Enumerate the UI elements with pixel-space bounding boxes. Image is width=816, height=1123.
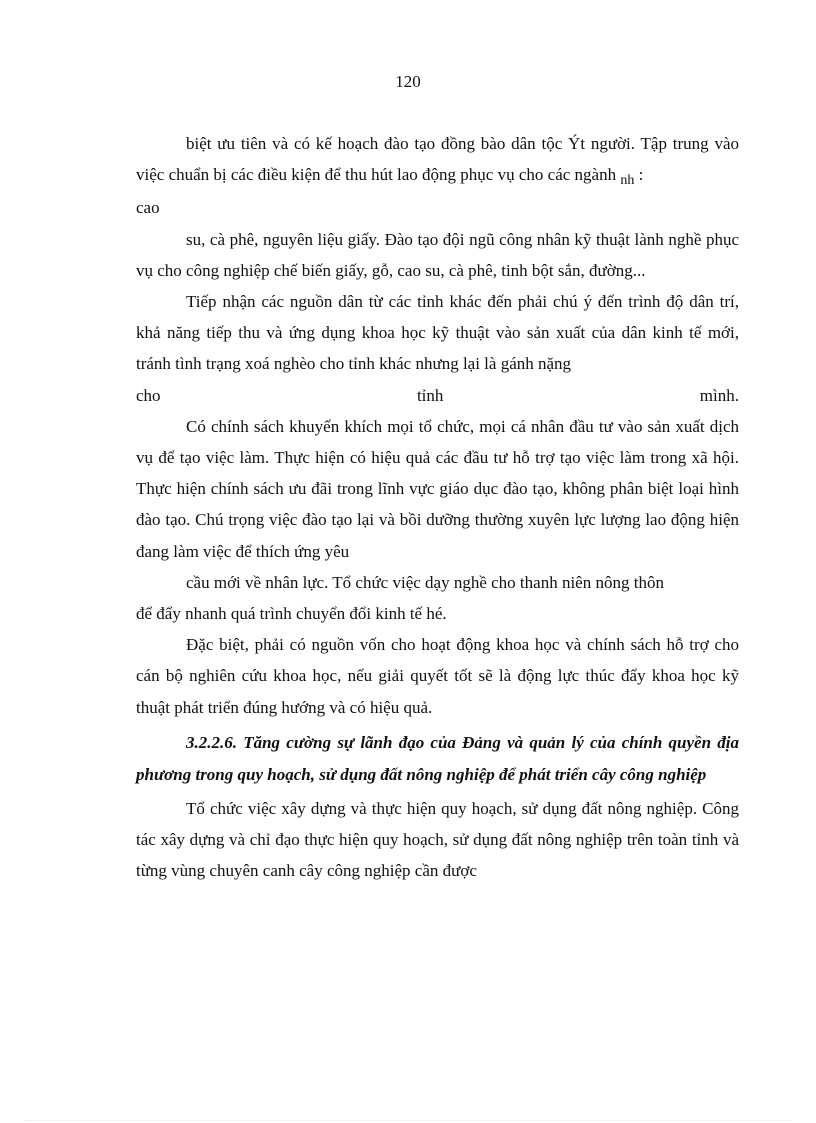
paragraph-1-colon: : [638,165,644,185]
document-body [136,128,739,886]
paragraph-4: Có chính sách khuyến khích mọi tổ chức, mọi cá nhân đầu tư vào sản xuất dịch vụ để tạo việc làm. Thực hiện có hiệu quả các đầu tư hỗ trợ tạo việc làm trong xã hội. Thực hiện chính sách ưu đãi trong lĩnh vực giáo dục đào tạo, không phân biệt loại hình đào tạo. Chú trọng việc đào tạo lại và bồi dưỡng thường xuyên lực lượng lao động hiện đang làm việc để thích ứng yêu [136,416,739,561]
paragraph-2: su, cà phê, nguyên liệu giấy. Đào tạo đội ngũ công nhân kỹ thuật lành nghề phục vụ cho công nghiệp chế biến giấy, gỗ, cao su, cà phê, tinh bột sắn, đường... [136,229,739,280]
paragraph-3-last-line: cho tỉnh mình. [136,385,739,405]
paragraph-3: Tiếp nhận các nguồn dân từ các tỉnh khác đến phải chú ý đến trình độ dân trí, khả năng tiếp thu và ứng dụng khoa học kỹ thuật vào sản xuất của dân kinh tế mới, tránh tình trạng xoá nghèo cho tỉnh khác nhưng lại là gánh nặng [136,292,739,374]
section-heading: 3.2.2.6. Tăng cường sự lãnh đạo của Đảng và quản lý của chính quyền địa phương trong quy hoạch, sử dụng đất nông nghiệp để phát triển cây công nghiệp [136,732,739,784]
paragraph-5: Đặc biệt, phải có nguồn vốn cho hoạt động khoa học và chính sách hỗ trợ cho cán bộ nghiên cứu khoa học, nếu giải quyết tốt sẽ là động lực thúc đẩy khoa học kỹ thuật phát triển đúng hướng và có hiệu quả. [136,635,739,717]
paragraph-6: Tổ chức việc xây dựng và thực hiện quy hoạch, sử dụng đất nông nghiệp. Công tác xây dựng và chỉ đạo thực hiện quy hoạch, sử dụng đất nông nghiệp trên toàn tỉnh và từng vùng chuyên canh cây công nghiệp cần được [136,798,739,881]
bottom-border [24,1120,792,1121]
page-number: 120 [395,72,421,91]
paragraph-1-text: biệt ưu tiên và có kế hoạch đào tạo đồng bào dân tộc Ýt người. Tập trung vào việc chuẩn bị các điều kiện để thu hút lao động phục vụ cho các ngành [136,134,739,185]
paragraph-1-continuation: cao [136,198,160,218]
paragraph-4-line: cầu mới về nhân lực. Tổ chức việc dạy nghề cho thanh niên nông thôn [186,572,664,592]
paragraph-4-last-line: để đẩy nhanh quá trình chuyển đổi kinh tế hé. [136,604,447,624]
paragraph-1-subscript: nh [620,173,635,189]
paragraph-1 [136,128,739,192]
